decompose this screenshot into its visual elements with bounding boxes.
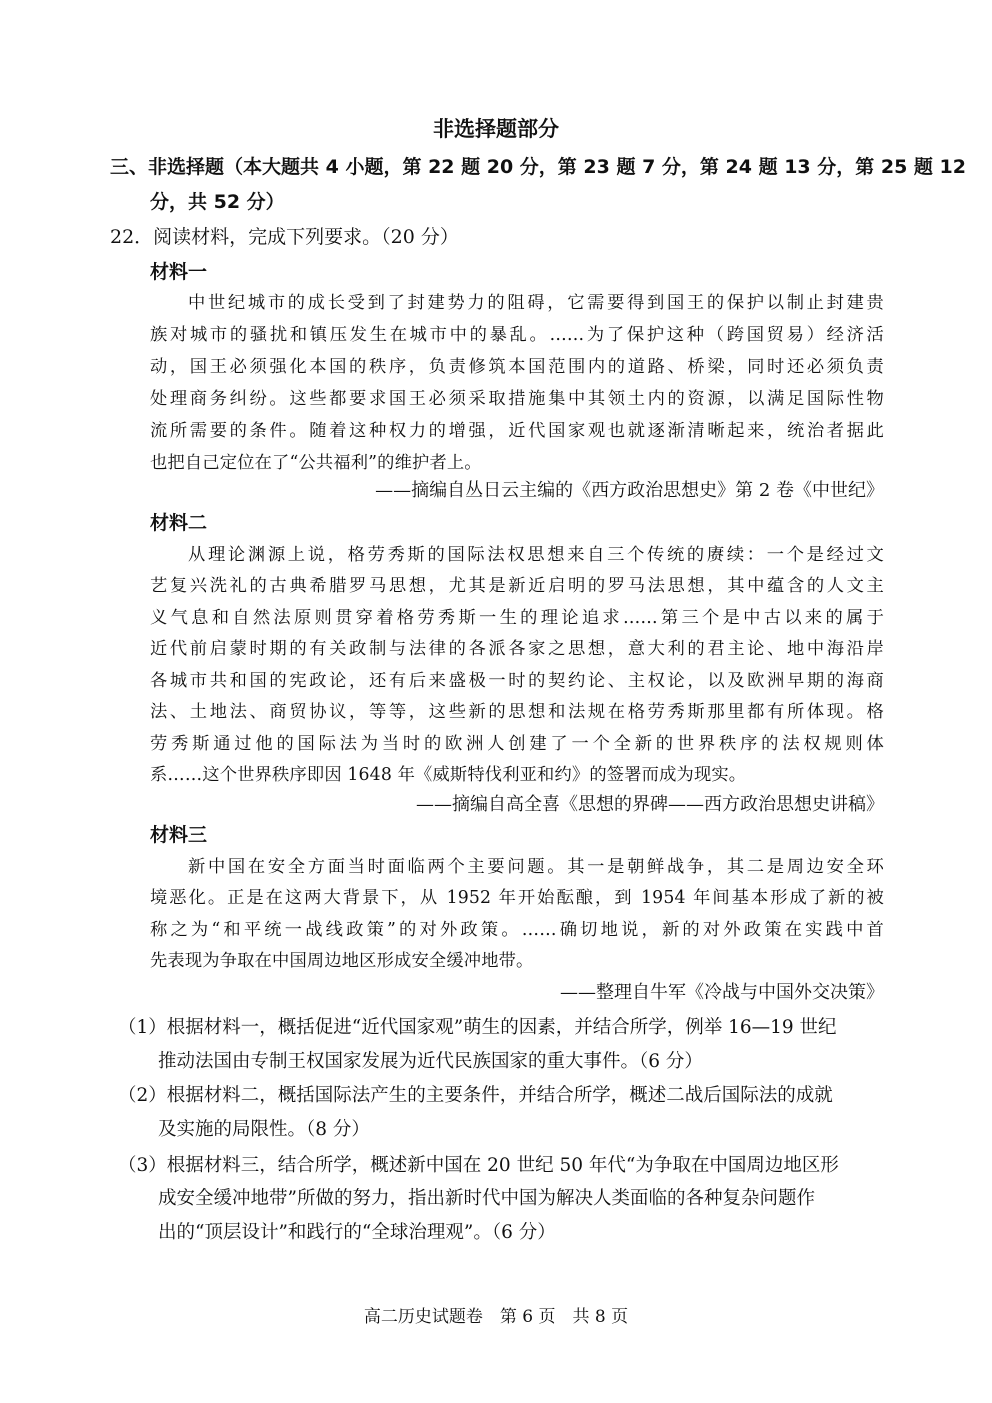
material-3-line: 称之为“和平统一战线政策”的对外政策。……确切地说，新的对外政策在实践中首 <box>150 920 884 940</box>
subquestion-3-continuation: 出的“顶层设计”和践行的“全球治理观”。（6 分） <box>158 1222 556 1243</box>
material-1-line: 动，国王必须强化本国的秩序，负责修筑本国范围内的道路、桥梁，同时还必须负责 <box>150 357 884 377</box>
material-2-line: 艺复兴洗礼的古典希腊罗马思想，尤其是新近启明的罗马法思想，其中蕴含的人文主 <box>150 576 884 596</box>
material-3-line: 境恶化。正是在这两大背景下，从 1952 年开始酝酿，到 1954 年间基本形成了新的被 <box>150 888 884 908</box>
subquestion-2: （2）根据材料二，概括国际法产生的主要条件，并结合所学，概述二战后国际法的成就 <box>118 1085 833 1106</box>
subquestion-1: （1）根据材料一，概括促进“近代国家观”萌生的因素，并结合所学，例举 16—19 世纪 <box>118 1017 837 1038</box>
material-2-line: 义气息和自然法原则贯穿着格劳秀斯一生的理论追求……第三个是中古以来的属于 <box>150 608 884 628</box>
subquestion-1-continuation: 推动法国由专制王权国家发展为近代民族国家的重大事件。（6 分） <box>158 1051 703 1072</box>
material-2-line: 各城市共和国的宪政论，还有后来盛极一时的契约论、主权论，以及欧洲早期的海商 <box>150 671 884 691</box>
material-1-citation: ——摘编自丛日云主编的《西方政治思想史》第 2 卷《中世纪》 <box>375 480 884 501</box>
material-3-heading: 材料三 <box>150 824 208 846</box>
section-header-line1: 三、非选择题（本大题共 4 小题，第 22 题 20 分，第 23 题 7 分，第 24 题 13 分，第 25 题 12 <box>110 156 966 178</box>
question-22-stem: 22．阅读材料，完成下列要求。（20 分） <box>110 226 459 248</box>
material-2-line: 法、土地法、商贸协议，等等，这些新的思想和法规在格劳秀斯那里都有所体现。格 <box>150 702 884 722</box>
material-1-line: 中世纪城市的成长受到了封建势力的阻碍，它需要得到国王的保护以制止封建贵 <box>188 293 884 313</box>
page-footer: 高二历史试题卷 第 6 页 共 8 页 <box>363 1307 629 1327</box>
subquestion-3-continuation: 成安全缓冲地带”所做的努力，指出新时代中国为解决人类面临的各种复杂问题作 <box>158 1188 815 1209</box>
material-1-line: 流所需要的条件。随着这种权力的增强，近代国家观也就逐渐清晰起来，统治者据此 <box>150 421 884 441</box>
material-1-heading: 材料一 <box>150 261 208 283</box>
subquestion-2-continuation: 及实施的局限性。（8 分） <box>158 1119 370 1140</box>
material-3-line: 先表现为争取在中国周边地区形成安全缓冲地带。 <box>150 951 534 971</box>
material-2-line: 近代前启蒙时期的有关政制与法律的各派各家之思想，意大利的君主论、地中海沿岸 <box>150 639 884 659</box>
material-1-line: 也把自己定位在了“公共福利”的维护者上。 <box>150 453 482 473</box>
subquestion-3: （3）根据材料三，结合所学，概述新中国在 20 世纪 50 年代“为争取在中国周边地区形 <box>118 1155 839 1176</box>
material-2-line: 从理论渊源上说，格劳秀斯的国际法权思想来自三个传统的赓续：一个是经过文 <box>188 545 884 565</box>
material-1-line: 处理商务纠纷。这些都要求国王必须采取措施集中其领土内的资源，以满足国际性物 <box>150 389 884 409</box>
material-2-heading: 材料二 <box>150 512 208 534</box>
material-2-line: 系……这个世界秩序即因 1648 年《威斯特伐利亚和约》的签署而成为现实。 <box>150 765 747 785</box>
material-3-citation: ——整理自牛军《冷战与中国外交决策》 <box>560 982 884 1003</box>
section-header-line2: 分，共 52 分） <box>150 191 285 213</box>
material-1-line: 族对城市的骚扰和镇压发生在城市中的暴乱。……为了保护这种（跨国贸易）经济活 <box>150 325 884 345</box>
page-title: 非选择题部分 <box>433 117 559 141</box>
material-2-citation: ——摘编自高全喜《思想的界碑——西方政治思想史讲稿》 <box>416 794 884 815</box>
material-3-line: 新中国在安全方面当时面临两个主要问题。其一是朝鲜战争，其二是周边安全环 <box>188 857 884 877</box>
material-2-line: 劳秀斯通过他的国际法为当时的欧洲人创建了一个全新的世界秩序的法权规则体 <box>150 734 884 754</box>
